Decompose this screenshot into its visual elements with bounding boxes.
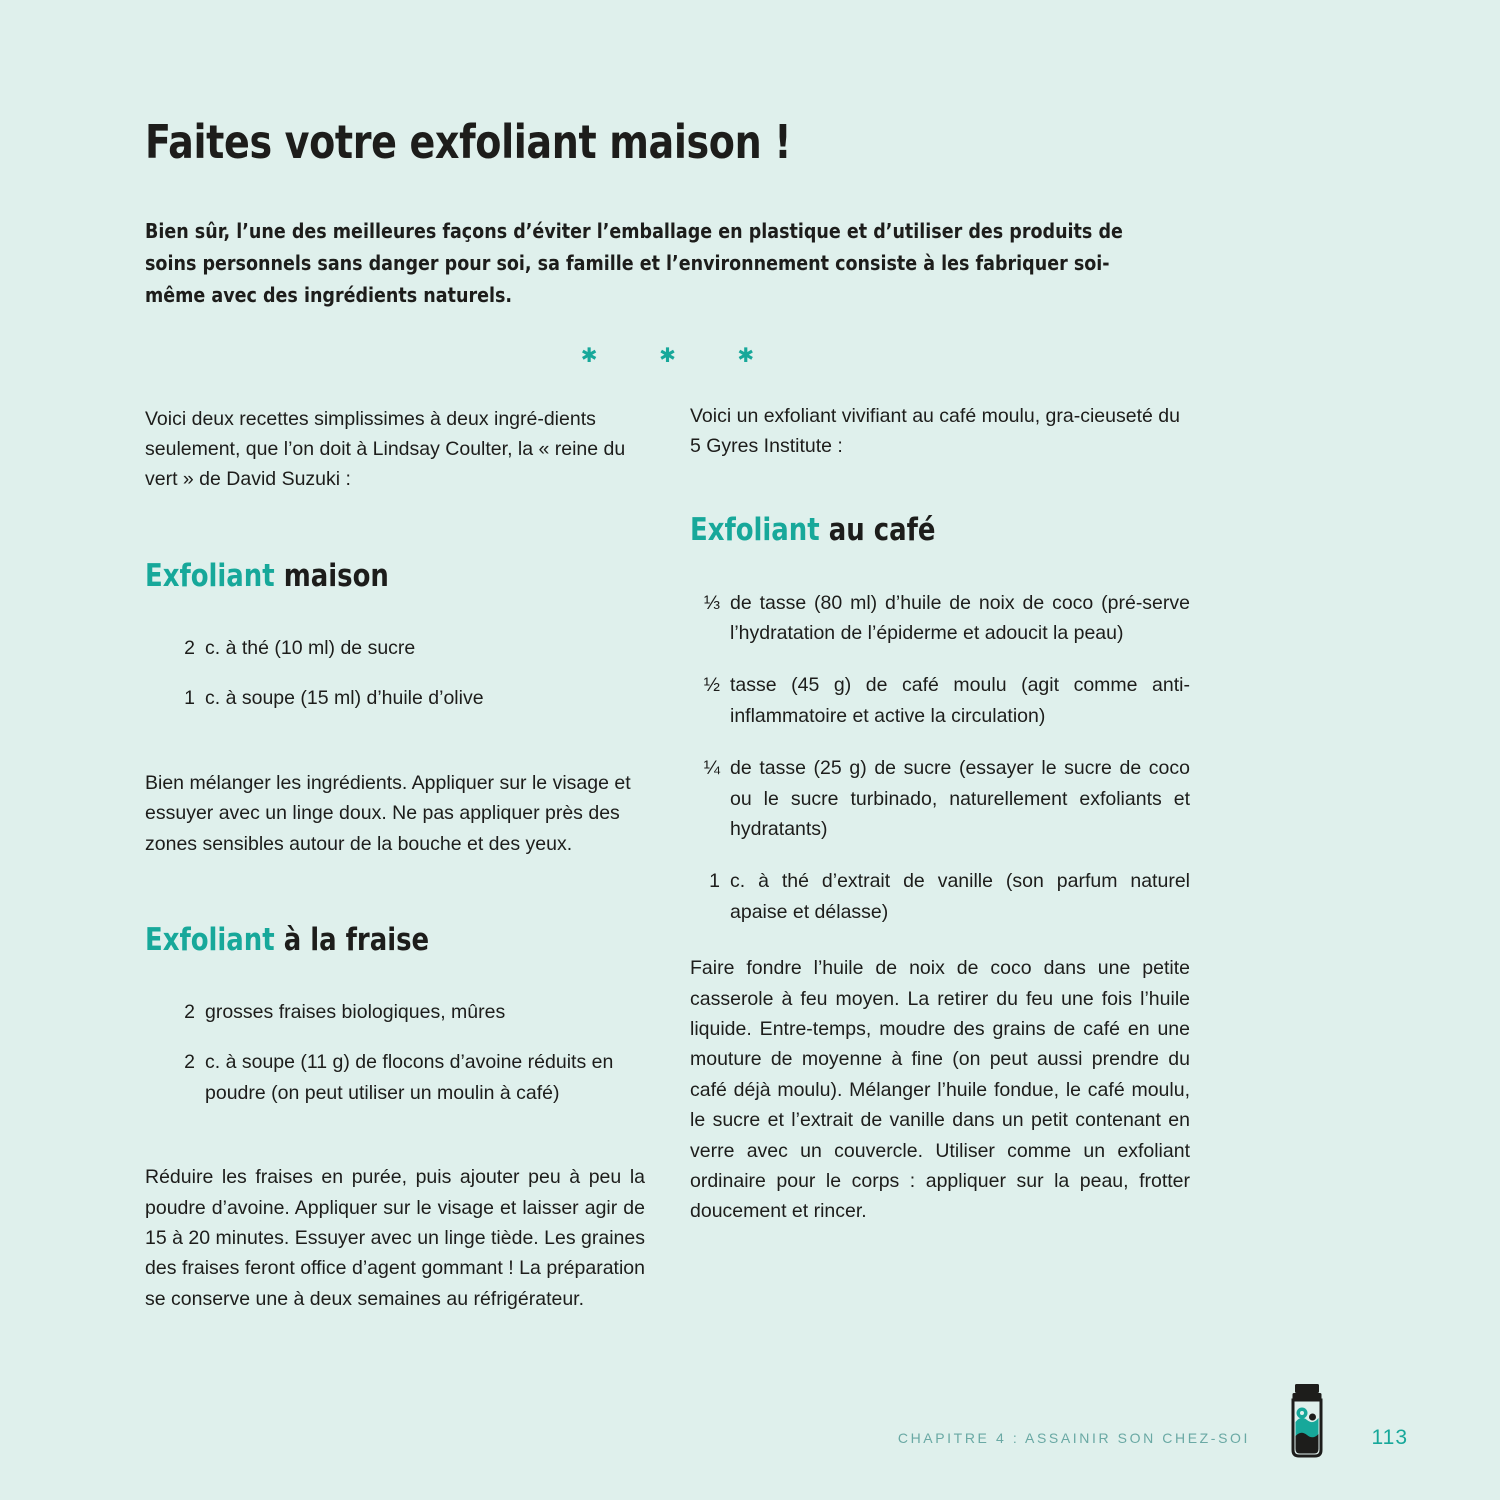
left-column-intro: Voici deux recettes simplissimes à deux ingré-dients seulement, que l’on doit à Lindsay Coulter, la « reine du vert » de David Suzuki : bbox=[145, 407, 626, 491]
footer-chapter-label: CHAPITRE 4 : ASSAINIR SON CHEZ-SOI bbox=[897, 1430, 1250, 1446]
ingredient-quantity: 2 bbox=[184, 1051, 195, 1074]
ingredient-quantity: 2 bbox=[184, 636, 195, 659]
list-item bbox=[165, 633, 645, 663]
ingredient-list-exfoliant-fraise bbox=[145, 997, 645, 1108]
page-number: 113 bbox=[1371, 1426, 1408, 1449]
ingredient-quantity: ¼ bbox=[703, 757, 720, 780]
ingredient-quantity: 2 bbox=[184, 1001, 195, 1024]
mason-jar-icon bbox=[1284, 1382, 1330, 1460]
ingredient-text: grosses fraises biologiques, mûres bbox=[205, 1001, 506, 1024]
intro-paragraph: Bien sûr, l’une des meilleures façons d’éviter l’emballage en plastique et d’utiliser des produits de soins personnels sans danger pour soi, sa famille et l’environnement consiste à les fabriquer soi-même avec des ingrédients naturels. bbox=[145, 219, 1123, 307]
right-column bbox=[690, 401, 1190, 1312]
two-column-body bbox=[145, 366, 1355, 1315]
recipe-instructions-exfoliant-maison: Bien mélanger les ingrédients. Appliquer sur le visage et essuyer avec un linge doux. Ne pas appliquer près des zones sensibles autour de la bouche et des yeux. bbox=[145, 771, 631, 855]
page-footer bbox=[0, 1310, 1500, 1500]
recipe-heading-accent: Exfoliant bbox=[145, 921, 275, 958]
list-item bbox=[165, 1047, 645, 1108]
ingredient-text: c. à thé (10 ml) de sucre bbox=[205, 636, 416, 659]
ingredient-quantity: 1 bbox=[709, 870, 720, 893]
ingredient-text: c. à thé d’extrait de vanille (son parfum naturel apaise et délasse) bbox=[730, 870, 1190, 923]
recipe-heading-rest: au café bbox=[819, 512, 936, 549]
recipe-instructions-exfoliant-cafe: Faire fondre l’huile de noix de coco dans une petite casserole à feu moyen. La retirer du feu une fois l’huile liquide. Entre-temps, moudre des grains de café en une mouture de moyenne à fine (on peut aussi prendre du café déjà moulu). Mélanger l’huile fondue, le café moulu, le sucre et l’extrait de vanille dans un petit contenant en verre avec un couvercle. Utiliser comme un exfoliant ordinaire pour le corps : appliquer sur la peau, frotter doucement et rincer. bbox=[690, 957, 1190, 1223]
recipe-heading-exfoliant-maison bbox=[145, 559, 610, 593]
recipe-heading-accent: Exfoliant bbox=[690, 512, 820, 549]
ingredient-text: c. à soupe (11 g) de flocons d’avoine réduits en poudre (on peut utiliser un moulin à café) bbox=[205, 1051, 614, 1104]
ingredient-quantity: ½ bbox=[703, 674, 720, 697]
ingredient-text: c. à soupe (15 ml) d’huile d’olive bbox=[205, 687, 484, 710]
list-item bbox=[165, 683, 645, 713]
ingredient-list-exfoliant-maison bbox=[145, 633, 645, 714]
ingredient-quantity: ⅓ bbox=[703, 591, 720, 614]
recipe-heading-exfoliant-fraise bbox=[145, 923, 610, 957]
ingredient-list-exfoliant-cafe bbox=[690, 588, 1190, 928]
list-item bbox=[165, 997, 645, 1027]
list-item bbox=[690, 588, 1190, 649]
recipe-heading-rest: à la fraise bbox=[274, 921, 430, 958]
recipe-heading-exfoliant-cafe bbox=[690, 513, 1155, 547]
recipe-heading-rest: maison bbox=[274, 557, 389, 594]
list-item bbox=[690, 866, 1190, 927]
ingredient-text: tasse (45 g) de café moulu (agit comme anti-inflammatoire et active la circulation) bbox=[730, 674, 1190, 727]
page-title: Faites votre exfoliant maison ! bbox=[145, 115, 792, 169]
right-column-intro: Voici un exfoliant vivifiant au café moulu, gra-cieuseté du 5 Gyres Institute : bbox=[690, 404, 1180, 457]
ingredient-text: de tasse (80 ml) d’huile de noix de coco (pré-serve l’hydratation de l’épiderme et adoucit la peau) bbox=[730, 591, 1190, 644]
list-item bbox=[690, 753, 1190, 844]
ingredient-quantity: 1 bbox=[184, 687, 195, 710]
recipe-instructions-exfoliant-fraise: Réduire les fraises en purée, puis ajouter peu à peu la poudre d’avoine. Appliquer sur le visage et laisser agir de 15 à 20 minutes. Essuyer avec un linge tiède. Les graines des fraises feront office d’agent gommant ! La préparation se conserve une à deux semaines au réfrigérateur. bbox=[145, 1166, 645, 1310]
left-column bbox=[145, 404, 645, 1315]
asterisk-divider: ✱ ✱ ✱ bbox=[580, 344, 783, 367]
recipe-heading-accent: Exfoliant bbox=[145, 557, 275, 594]
ingredient-text: de tasse (25 g) de sucre (essayer le sucre de coco ou le sucre turbinado, naturellement exfoliants et hydratants) bbox=[730, 757, 1190, 840]
list-item bbox=[690, 670, 1190, 731]
